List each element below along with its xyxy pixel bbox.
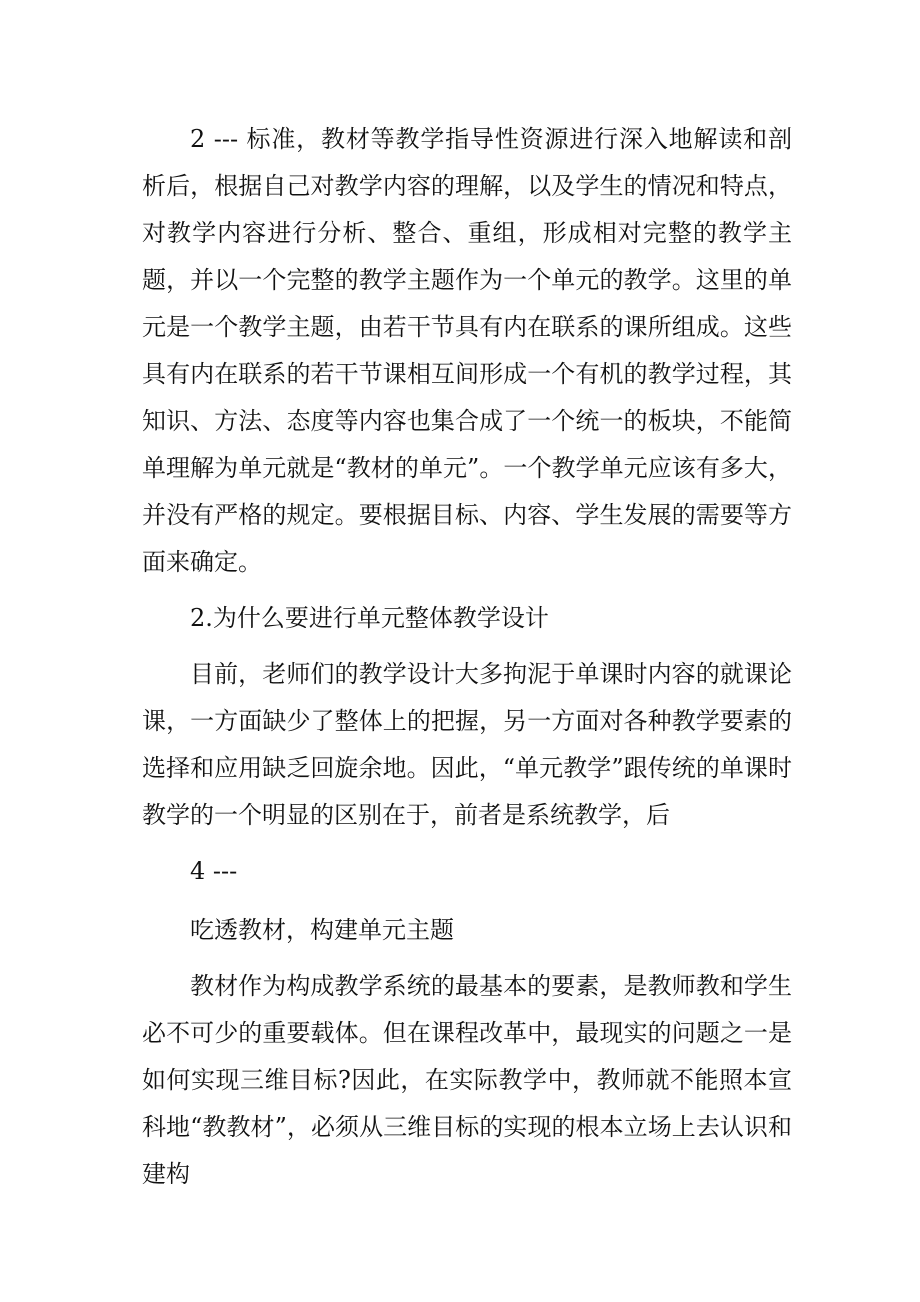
section-heading-build-unit-theme: 吃透教材，构建单元主题 [190, 916, 454, 944]
page-number-marker: 4 --- [190, 857, 238, 885]
section-heading-why-unit-design: 2.为什么要进行单元整体教学设计 [190, 604, 549, 632]
paragraph-textbook-role: 教材作为构成教学系统的最基本的要素，是教师教和学生必不可少的重要载体。但在课程改革中，最现实的问题之一是如何实现三维目标?因此，在实际教学中，教师就不能照本宣科地“教教材”，必须从三维目标的实现的根本立场上去认识和建构 [142, 972, 792, 1188]
document-body [142, 116, 792, 1198]
paragraph-unit-definition: 2 --- 标准，教材等教学指导性资源进行深入地解读和剖析后，根据自己对教学内容的理解，以及学生的情况和特点，对教学内容进行分析、整合、重组，形成相对完整的教学主题，并以一个完整的教学主题作为一个单元的教学。这里的单元是一个教学主题，由若干节具有内在联系的课所组成。这些具有内在联系的若干节课相互间形成一个有机的教学过程，其知识、方法、态度等内容也集合成了一个统一的板块，不能简单理解为单元就是“教材的单元”。一个教学单元应该有多大，并没有严格的规定。要根据目标、内容、学生发展的需要等方面来确定。 [142, 125, 792, 576]
paragraph-current-design-problems: 目前，老师们的教学设计大多拘泥于单课时内容的就课论课，一方面缺少了整体上的把握，另一方面对各种教学要素的选择和应用缺乏回旋余地。因此，“单元教学”跟传统的单课时教学的一个明显的区别在于，前者是系统教学，后 [142, 660, 792, 829]
